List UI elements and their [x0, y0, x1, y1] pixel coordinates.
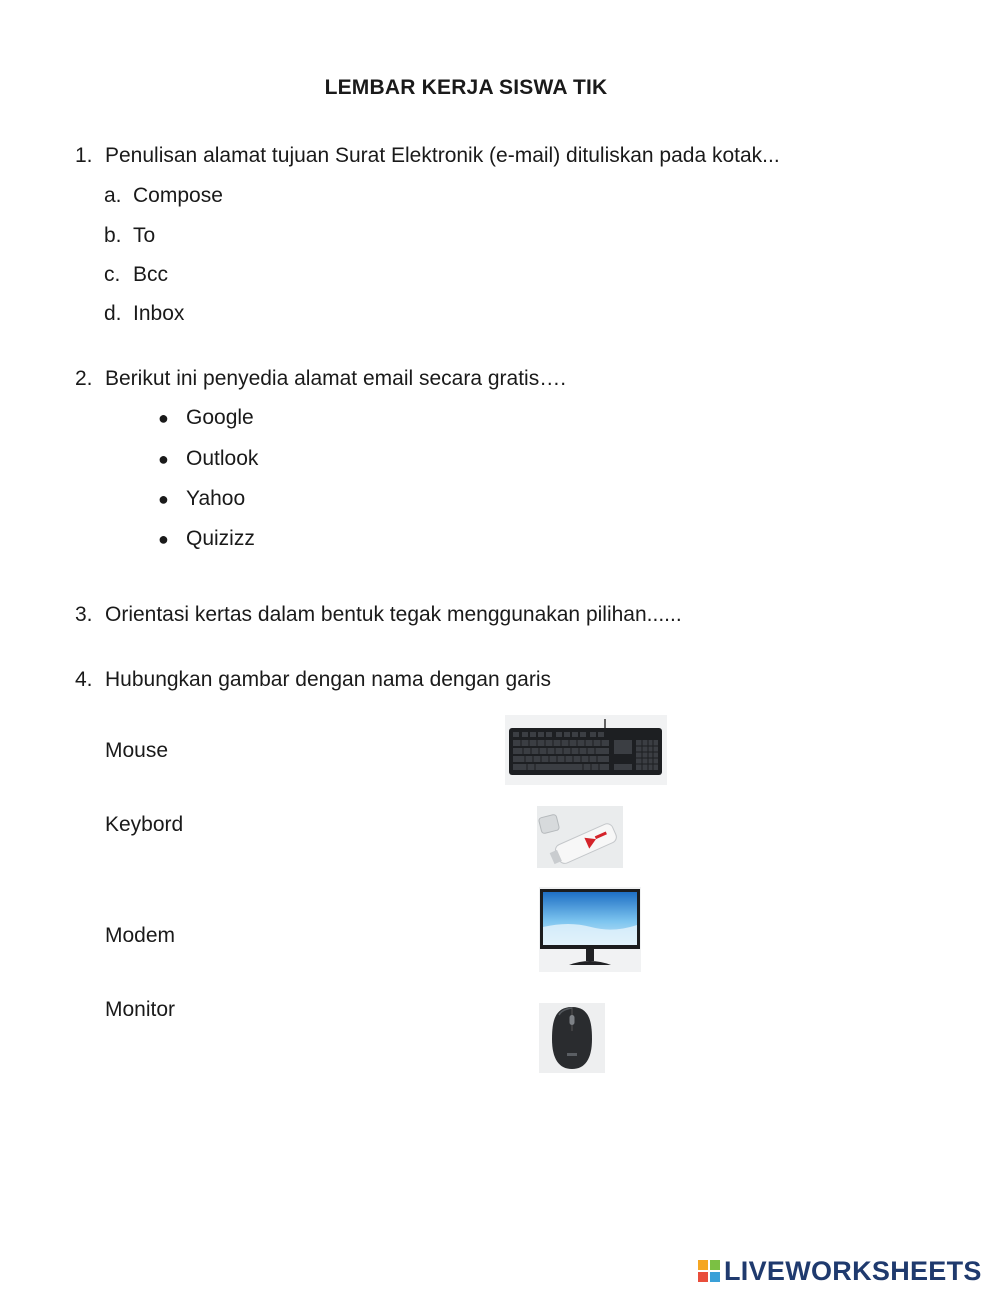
- option-text: Bcc: [133, 263, 169, 286]
- bullet-text: Quizizz: [186, 527, 255, 550]
- keyboard-icon: [505, 715, 667, 785]
- question-1: [75, 144, 780, 168]
- option-letter: a.: [104, 184, 122, 207]
- bullet-icon: ●: [158, 529, 169, 549]
- option-text: Compose: [133, 184, 223, 207]
- question-number: 2.: [75, 367, 93, 390]
- question-4: [75, 668, 551, 692]
- option-c[interactable]: [104, 263, 168, 287]
- match-label-keyboard[interactable]: Keybord: [105, 813, 184, 836]
- bullet-text: Yahoo: [186, 487, 246, 510]
- question-text: Orientasi kertas dalam bentuk tegak menggunakan pilihan......: [105, 603, 682, 626]
- logo-block: [710, 1260, 720, 1270]
- option-a[interactable]: [104, 184, 223, 208]
- option-letter: d.: [104, 302, 122, 325]
- bullet-icon: ●: [158, 449, 169, 469]
- option-letter: b.: [104, 224, 122, 247]
- bullet-text: Google: [186, 406, 254, 429]
- brand-name: LIVEWORKSHEETS: [724, 1255, 982, 1286]
- mouse-icon: [539, 1003, 605, 1073]
- logo-block: [698, 1272, 708, 1282]
- logo-block: [698, 1260, 708, 1270]
- question-3: [75, 603, 682, 627]
- bullet-icon: ●: [158, 489, 169, 509]
- usb-modem-icon: [537, 806, 623, 868]
- option-b[interactable]: [104, 224, 155, 248]
- question-number: 4.: [75, 668, 93, 691]
- question-2: [75, 367, 566, 391]
- option-letter: c.: [104, 263, 121, 286]
- question-number: 1.: [75, 144, 93, 167]
- bullet-item[interactable]: [158, 487, 245, 511]
- keyboard-image[interactable]: [505, 715, 667, 785]
- question-text: Berikut ini penyedia alamat email secara gratis….: [105, 367, 567, 390]
- mouse-image[interactable]: [539, 1003, 605, 1073]
- bullet-text: Outlook: [186, 447, 259, 470]
- match-label-monitor[interactable]: Monitor: [105, 998, 176, 1021]
- bullet-icon: ●: [158, 408, 169, 428]
- question-number: 3.: [75, 603, 93, 626]
- page-title: LEMBAR KERJA SISWA TIK: [324, 76, 608, 99]
- liveworksheets-blocks-icon: [698, 1260, 720, 1282]
- option-d[interactable]: [104, 302, 184, 326]
- question-text: Hubungkan gambar dengan nama dengan garis: [105, 668, 551, 691]
- match-label-mouse[interactable]: Mouse: [105, 739, 169, 762]
- usb-modem-image[interactable]: [537, 806, 623, 868]
- bullet-item[interactable]: [158, 447, 258, 471]
- option-text: To: [133, 224, 156, 247]
- monitor-icon: [539, 887, 641, 972]
- logo-block: [710, 1272, 720, 1282]
- monitor-image[interactable]: [539, 887, 641, 972]
- question-text: Penulisan alamat tujuan Surat Elektronik (e-mail) dituliskan pada kotak...: [105, 144, 780, 167]
- liveworksheets-logo[interactable]: [698, 1256, 982, 1286]
- bullet-item[interactable]: [158, 527, 255, 551]
- match-label-modem[interactable]: Modem: [105, 924, 176, 947]
- bullet-item[interactable]: [158, 406, 254, 430]
- option-text: Inbox: [133, 302, 185, 325]
